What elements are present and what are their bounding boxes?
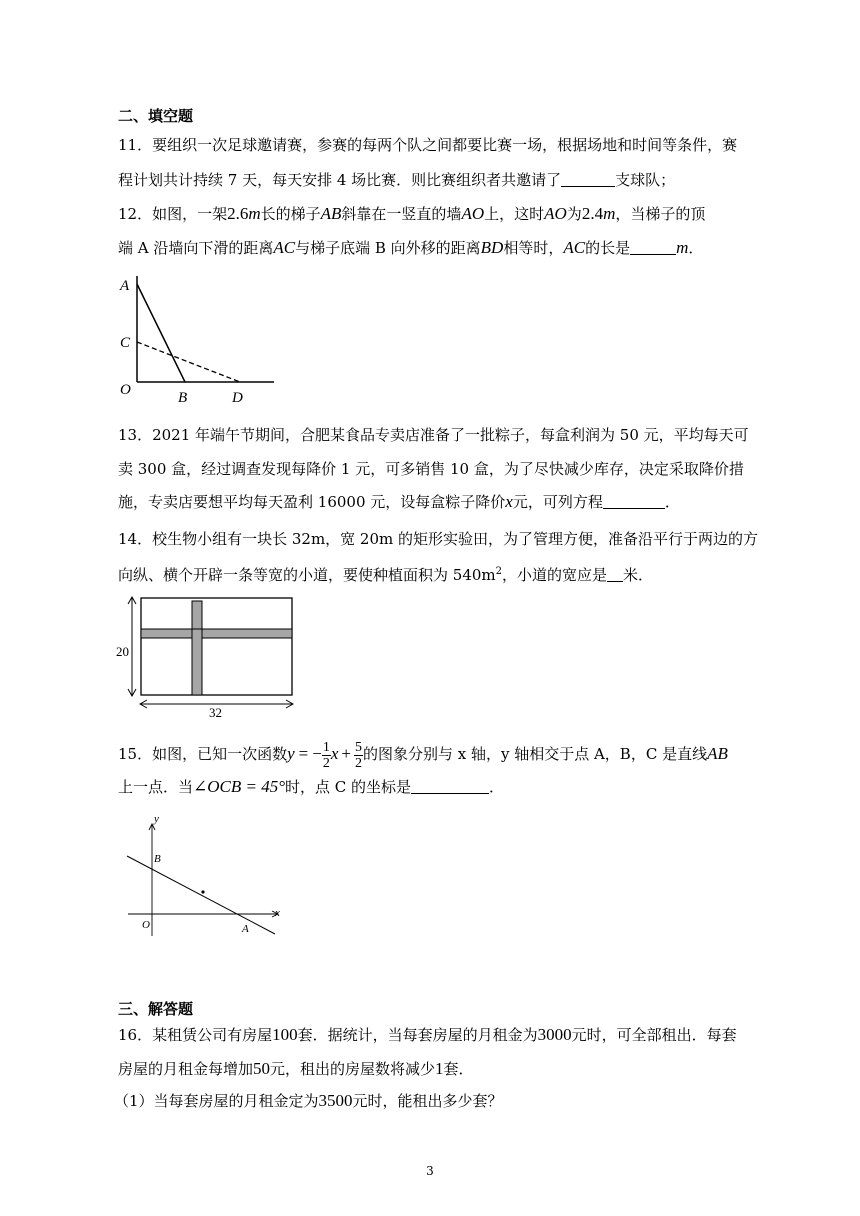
q13-line-3 <box>118 491 680 513</box>
q15-text: 上一点．当 <box>118 778 194 796</box>
q13-line-2: 卖 300 盒，经过调查发现每降价 1 元，可多销售 10 盒，为了尽快减少库存，决定采取降价措 <box>118 460 744 478</box>
q15-line-1 <box>118 736 728 772</box>
q12-text: 与梯子底端 B 向外移的距离 <box>295 239 481 257</box>
q15-variable-y: y <box>287 744 295 763</box>
q13-text: 施，专卖店要想平均每天盈利 16000 元，设每盒粽子降价 <box>118 493 506 511</box>
q12-symbol-ac: AC <box>563 238 586 257</box>
q12-symbol-ab: AB <box>320 204 342 223</box>
field-rectangle <box>141 598 292 695</box>
q14-answer-blank <box>607 565 623 582</box>
q12-symbol-bd: BD <box>480 238 504 257</box>
page-number: 3 <box>426 1164 434 1178</box>
q13-answer-blank <box>603 492 665 509</box>
q13-text: ． <box>664 493 680 511</box>
q15-frac1-numerator: 1 <box>322 739 330 755</box>
q14-text: ，小道的宽应是 <box>502 566 608 584</box>
q14-line-1: 14．校生物小组有一块长 32m，宽 20m 的矩形实验田，为了管理方便，准备沿平行于两边的方 <box>118 530 759 548</box>
q16-text: 元，租出的房屋数将减少 <box>270 1060 436 1078</box>
q11-answer-blank <box>561 170 615 187</box>
q14-text: 米． <box>623 566 654 584</box>
q12-ladder-figure <box>112 272 282 404</box>
q15-plus: + <box>341 744 351 763</box>
q16-number: 100 <box>272 1025 298 1044</box>
q16-text: 房屋的月租金每增加 <box>118 1060 254 1078</box>
q12-text: 端 A 沿墙向下滑的距离 <box>118 239 274 257</box>
section-heading-solve: 三、解答题 <box>118 1000 194 1018</box>
q16-text: 套．据统计，当每套房屋的月租金为 <box>297 1026 538 1044</box>
q12-symbol-ao: AO <box>544 204 567 223</box>
label-b: B <box>154 853 161 865</box>
label-c: C <box>120 335 131 351</box>
q16-number: 50 <box>253 1059 271 1078</box>
label-d: D <box>232 390 243 404</box>
q16-number: 3000 <box>537 1025 572 1044</box>
q12-text: 长的梯子 <box>260 205 321 223</box>
q15-text: 15．如图，已知一次函数 <box>118 745 288 763</box>
q15-text: ． <box>489 778 505 796</box>
q12-symbol-ac: AC <box>273 238 296 257</box>
label-o: O <box>120 382 131 398</box>
q12-text: 为 <box>566 205 582 223</box>
q15-fraction-1 <box>322 740 331 771</box>
section-heading-fill-in: 二、填空题 <box>118 107 194 125</box>
q15-symbol-ab: AB <box>707 744 728 763</box>
q16-number: 3500 <box>318 1091 353 1110</box>
label-a: A <box>242 923 249 935</box>
q15-variable-x: x <box>330 744 339 763</box>
length-label: 32 <box>209 705 222 720</box>
q12-text: 的长是 <box>585 239 631 257</box>
ladder-cd <box>137 342 240 382</box>
q15-frac1-denominator: 2 <box>322 755 330 771</box>
q11-line-2 <box>118 169 675 191</box>
q12-line-1 <box>118 203 705 225</box>
q11-text: 程计划共计持续 7 天，每天安排 4 场比赛．则比赛组织者共邀请了 <box>118 171 562 189</box>
q12-answer-blank <box>630 238 676 255</box>
vertical-path <box>192 601 202 695</box>
q15-equals: = <box>298 744 309 763</box>
q15-frac2-denominator: 2 <box>354 755 362 771</box>
label-o: O <box>142 919 150 931</box>
q12-text: 相等时， <box>503 239 564 257</box>
q16-text: （1）当每套房屋的月租金定为 <box>114 1092 319 1110</box>
q13-variable-x: x <box>505 492 513 511</box>
label-a: A <box>120 278 130 294</box>
width-label: 20 <box>116 644 129 659</box>
q16-text: 元时，能租出多少套？ <box>352 1092 503 1110</box>
q12-symbol-ao: AO <box>461 204 485 223</box>
q15-text: 的图象分别与 x 轴，y 轴相交于点 A，B，C 是直线 <box>362 745 708 763</box>
q15-frac2-numerator: 5 <box>354 739 362 755</box>
q15-text: 时，点 C 的坐标是 <box>285 778 412 796</box>
q15-minus: − <box>312 744 322 763</box>
q16-line-2 <box>118 1058 474 1080</box>
q16-line-1 <box>118 1024 737 1046</box>
q12-text: ． <box>688 239 704 257</box>
q16-text: 16．某租赁公司有房屋 <box>118 1026 273 1044</box>
q14-line-2 <box>118 561 653 586</box>
ladder-ab <box>137 284 185 382</box>
q12-unit: m <box>603 204 616 223</box>
label-y: y <box>154 813 159 825</box>
horizontal-path <box>141 629 292 638</box>
q14-superscript: 2 <box>495 566 502 577</box>
q11-text-end: 支球队； <box>615 171 676 189</box>
label-b: B <box>178 390 188 404</box>
point-c <box>201 890 204 893</box>
label-x: x <box>275 907 280 919</box>
q14-field-figure <box>112 594 298 720</box>
q15-angle-condition: ∠OCB = 45° <box>193 777 286 796</box>
q12-text: 斜靠在一竖直的墙 <box>341 205 462 223</box>
q12-text: ，当梯子的顶 <box>615 205 706 223</box>
q12-height: 2.4 <box>581 204 604 223</box>
q15-answer-blank <box>411 777 489 794</box>
q14-text: 向纵、横个开辟一条等宽的小道，要使种植面积为 540m <box>118 566 496 584</box>
q15-line-2 <box>118 776 504 798</box>
q16-part-1 <box>114 1090 503 1112</box>
q15-fraction-2 <box>354 740 363 771</box>
q16-text: 套． <box>443 1060 474 1078</box>
q12-unit: m <box>248 204 261 223</box>
q12-ladder-length: 2.6 <box>227 204 249 223</box>
q13-text: 元，可列方程 <box>512 493 603 511</box>
q11-line-1: 11．要组织一次足球邀请赛，参赛的每两个队之间都要比赛一场，根据场地和时间等条件，赛 <box>118 136 738 154</box>
q13-line-1: 13．2021 年端午节期间，合肥某食品专卖店准备了一批粽子，每盒利润为 50 元，平均每天可 <box>118 426 749 444</box>
q12-text: 12．如图，一架 <box>118 205 228 223</box>
q16-number: 1 <box>435 1059 444 1078</box>
q12-line-2 <box>118 237 703 259</box>
q15-graph-figure <box>120 812 290 942</box>
q12-unit: m <box>676 238 689 257</box>
q16-text: 元时，可全部租出．每套 <box>571 1026 737 1044</box>
q12-text: 上，这时 <box>484 205 545 223</box>
